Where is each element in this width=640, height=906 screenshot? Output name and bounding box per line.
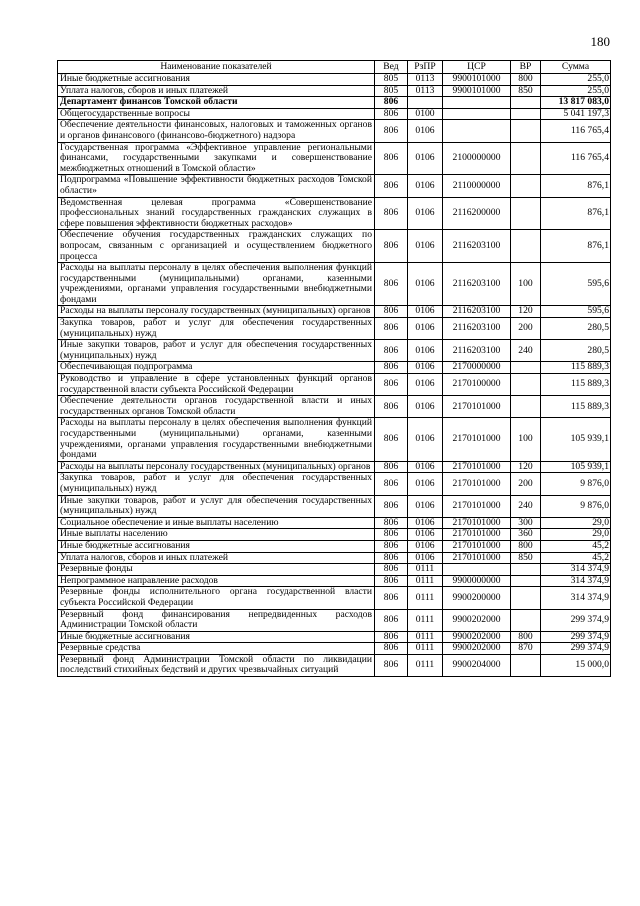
row-sum-cell: 29,0 xyxy=(541,529,611,541)
row-sum-cell: 29,0 xyxy=(541,517,611,529)
row-rzpr-cell: 0106 xyxy=(408,473,443,495)
row-name-cell: Обеспечивающая подпрограмма xyxy=(58,362,375,374)
row-name-cell: Государственная программа «Эффективное управление региональными финансами, государственными закупками и совершенствование межбюджетных отношений в Томской области» xyxy=(58,142,375,175)
row-ved-cell: 806 xyxy=(375,631,408,643)
row-rzpr-cell: 0106 xyxy=(408,495,443,517)
row-name-cell: Обеспечение обучения государственных гражданских служащих по вопросам, связанным с организацией и осуществлением бюджетного процесса xyxy=(58,230,375,263)
row-vr-cell: 200 xyxy=(511,473,541,495)
row-vr-cell xyxy=(511,230,541,263)
row-name-cell: Иные закупки товаров, работ и услуг для обеспечения государственных (муниципальных) нужд xyxy=(58,495,375,517)
row-ved-cell: 806 xyxy=(375,230,408,263)
row-csr-cell: 2116203100 xyxy=(443,340,511,362)
row-sum-cell: 876,1 xyxy=(541,175,611,197)
row-rzpr-cell: 0111 xyxy=(408,609,443,631)
row-ved-cell: 806 xyxy=(375,473,408,495)
table-row xyxy=(58,587,611,609)
row-vr-cell: 850 xyxy=(511,552,541,564)
row-ved-cell: 806 xyxy=(375,564,408,576)
row-vr-cell: 240 xyxy=(511,495,541,517)
row-vr-cell: 100 xyxy=(511,418,541,461)
table-row xyxy=(58,552,611,564)
row-rzpr-cell: 0106 xyxy=(408,142,443,175)
row-csr-cell: 2170101000 xyxy=(443,418,511,461)
row-csr-cell: 2100000000 xyxy=(443,142,511,175)
row-name-cell: Резервный фонд финансирования непредвиденных расходов Администрации Томской области xyxy=(58,609,375,631)
row-name-cell: Закупка товаров, работ и услуг для обеспечения государственных (муниципальных) нужд xyxy=(58,473,375,495)
row-ved-cell: 806 xyxy=(375,418,408,461)
row-rzpr-cell: 0111 xyxy=(408,564,443,576)
table-row xyxy=(58,374,611,396)
row-ved-cell: 806 xyxy=(375,643,408,655)
row-rzpr-cell: 0111 xyxy=(408,654,443,676)
row-vr-cell xyxy=(511,97,541,109)
row-vr-cell: 800 xyxy=(511,631,541,643)
row-ved-cell: 806 xyxy=(375,142,408,175)
row-ved-cell: 806 xyxy=(375,197,408,230)
row-rzpr-cell: 0113 xyxy=(408,85,443,97)
row-ved-cell: 805 xyxy=(375,85,408,97)
row-vr-cell: 120 xyxy=(511,306,541,318)
row-ved-cell: 806 xyxy=(375,396,408,418)
row-sum-cell: 9 876,0 xyxy=(541,473,611,495)
row-sum-cell: 280,5 xyxy=(541,340,611,362)
table-row xyxy=(58,643,611,655)
table-row xyxy=(58,142,611,175)
row-rzpr-cell: 0106 xyxy=(408,396,443,418)
row-csr-cell xyxy=(443,120,511,142)
table-body xyxy=(58,74,611,677)
row-sum-cell: 15 000,0 xyxy=(541,654,611,676)
row-sum-cell: 13 817 083,0 xyxy=(541,97,611,109)
row-csr-cell: 2170101000 xyxy=(443,552,511,564)
row-sum-cell: 116 765,4 xyxy=(541,142,611,175)
row-rzpr-cell: 0106 xyxy=(408,230,443,263)
row-rzpr-cell: 0111 xyxy=(408,575,443,587)
row-csr-cell: 2116200000 xyxy=(443,197,511,230)
budget-table xyxy=(57,60,611,677)
table-row xyxy=(58,529,611,541)
row-name-cell: Резервные средства xyxy=(58,643,375,655)
table-row xyxy=(58,97,611,109)
table-row xyxy=(58,197,611,230)
row-vr-cell: 240 xyxy=(511,340,541,362)
row-vr-cell: 360 xyxy=(511,529,541,541)
row-sum-cell: 299 374,9 xyxy=(541,609,611,631)
row-ved-cell: 806 xyxy=(375,340,408,362)
row-sum-cell: 45,2 xyxy=(541,540,611,552)
row-rzpr-cell: 0113 xyxy=(408,74,443,86)
table-row xyxy=(58,318,611,340)
row-vr-cell xyxy=(511,564,541,576)
row-rzpr-cell: 0106 xyxy=(408,461,443,473)
row-csr-cell: 9900202000 xyxy=(443,643,511,655)
table-row xyxy=(58,362,611,374)
row-rzpr-cell: 0106 xyxy=(408,529,443,541)
table-row xyxy=(58,230,611,263)
row-vr-cell: 800 xyxy=(511,540,541,552)
row-name-cell: Расходы на выплаты персоналу государственных (муниципальных) органов xyxy=(58,461,375,473)
table-row xyxy=(58,74,611,86)
row-name-cell: Социальное обеспечение и иные выплаты населению xyxy=(58,517,375,529)
row-vr-cell xyxy=(511,108,541,120)
row-sum-cell: 314 374,9 xyxy=(541,587,611,609)
page-number: 180 xyxy=(590,34,610,49)
row-sum-cell: 115 889,3 xyxy=(541,362,611,374)
table-row xyxy=(58,175,611,197)
row-sum-cell: 314 374,9 xyxy=(541,564,611,576)
row-csr-cell xyxy=(443,108,511,120)
row-rzpr-cell: 0106 xyxy=(408,175,443,197)
row-csr-cell xyxy=(443,564,511,576)
row-vr-cell xyxy=(511,609,541,631)
row-ved-cell: 806 xyxy=(375,609,408,631)
row-vr-cell: 100 xyxy=(511,263,541,306)
row-name-cell: Иные бюджетные ассигнования xyxy=(58,74,375,86)
row-csr-cell: 2116203100 xyxy=(443,306,511,318)
row-rzpr-cell: 0106 xyxy=(408,120,443,142)
row-sum-cell: 255,0 xyxy=(541,85,611,97)
row-rzpr-cell: 0106 xyxy=(408,263,443,306)
row-rzpr-cell: 0106 xyxy=(408,552,443,564)
row-name-cell: Расходы на выплаты персоналу в целях обеспечения выполнения функций государственными (муниципальными) органами, казенными учреждениями, органами управления государственными внебюджетными фондами xyxy=(58,418,375,461)
row-vr-cell xyxy=(511,120,541,142)
row-csr-cell: 2116203100 xyxy=(443,230,511,263)
row-vr-cell xyxy=(511,587,541,609)
header-vr: ВР xyxy=(511,61,541,74)
row-csr-cell: 2170100000 xyxy=(443,374,511,396)
row-rzpr-cell: 0106 xyxy=(408,318,443,340)
row-name-cell: Обеспечение деятельности органов государственной власти и иных государственных органов Томской области xyxy=(58,396,375,418)
row-ved-cell: 806 xyxy=(375,97,408,109)
row-ved-cell: 806 xyxy=(375,517,408,529)
row-rzpr-cell xyxy=(408,97,443,109)
table-row xyxy=(58,654,611,676)
header-ved: Вед xyxy=(375,61,408,74)
table-header-row xyxy=(58,61,611,74)
row-ved-cell: 806 xyxy=(375,362,408,374)
row-csr-cell: 2170101000 xyxy=(443,396,511,418)
row-sum-cell: 595,6 xyxy=(541,263,611,306)
row-ved-cell: 806 xyxy=(375,175,408,197)
header-sum: Сумма xyxy=(541,61,611,74)
row-name-cell: Закупка товаров, работ и услуг для обеспечения государственных (муниципальных) нужд xyxy=(58,318,375,340)
row-csr-cell: 2170101000 xyxy=(443,461,511,473)
header-rzpr: РзПР xyxy=(408,61,443,74)
row-name-cell: Уплата налогов, сборов и иных платежей xyxy=(58,552,375,564)
row-csr-cell: 2170101000 xyxy=(443,473,511,495)
row-vr-cell: 870 xyxy=(511,643,541,655)
row-sum-cell: 105 939,1 xyxy=(541,461,611,473)
row-csr-cell: 9900200000 xyxy=(443,587,511,609)
row-vr-cell xyxy=(511,362,541,374)
row-csr-cell: 2170101000 xyxy=(443,540,511,552)
row-vr-cell xyxy=(511,175,541,197)
row-csr-cell: 9900101000 xyxy=(443,85,511,97)
table-row xyxy=(58,631,611,643)
row-sum-cell: 116 765,4 xyxy=(541,120,611,142)
header-csr: ЦСР xyxy=(443,61,511,74)
row-name-cell: Общегосударственные вопросы xyxy=(58,108,375,120)
row-vr-cell xyxy=(511,197,541,230)
row-ved-cell: 806 xyxy=(375,108,408,120)
row-ved-cell: 806 xyxy=(375,575,408,587)
row-vr-cell: 800 xyxy=(511,74,541,86)
row-rzpr-cell: 0111 xyxy=(408,587,443,609)
row-sum-cell: 45,2 xyxy=(541,552,611,564)
row-rzpr-cell: 0106 xyxy=(408,517,443,529)
row-sum-cell: 876,1 xyxy=(541,230,611,263)
row-sum-cell: 115 889,3 xyxy=(541,374,611,396)
row-ved-cell: 806 xyxy=(375,495,408,517)
row-rzpr-cell: 0111 xyxy=(408,643,443,655)
table-row xyxy=(58,263,611,306)
row-ved-cell: 806 xyxy=(375,654,408,676)
row-vr-cell xyxy=(511,396,541,418)
table-row xyxy=(58,540,611,552)
row-csr-cell: 2116203100 xyxy=(443,318,511,340)
row-ved-cell: 805 xyxy=(375,74,408,86)
table-row xyxy=(58,418,611,461)
table-row xyxy=(58,495,611,517)
table-row xyxy=(58,517,611,529)
row-rzpr-cell: 0106 xyxy=(408,540,443,552)
row-csr-cell: 2170000000 xyxy=(443,362,511,374)
row-name-cell: Обеспечение деятельности финансовых, налоговых и таможенных органов и органов финансового (финансово-бюджетного) надзора xyxy=(58,120,375,142)
row-csr-cell xyxy=(443,97,511,109)
row-ved-cell: 806 xyxy=(375,529,408,541)
row-csr-cell: 2170101000 xyxy=(443,517,511,529)
row-sum-cell: 280,5 xyxy=(541,318,611,340)
row-name-cell: Резервный фонд Администрации Томской области по ликвидации последствий стихийных бедствий и других чрезвычайных ситуаций xyxy=(58,654,375,676)
row-name-cell: Расходы на выплаты персоналу в целях обеспечения выполнения функций государственными (муниципальными) органами, казенными учреждениями, органами управления государственными внебюджетными фондами xyxy=(58,263,375,306)
row-ved-cell: 806 xyxy=(375,552,408,564)
row-csr-cell: 2170101000 xyxy=(443,529,511,541)
row-sum-cell: 255,0 xyxy=(541,74,611,86)
row-sum-cell: 299 374,9 xyxy=(541,643,611,655)
row-ved-cell: 806 xyxy=(375,318,408,340)
row-name-cell: Резервные фонды xyxy=(58,564,375,576)
row-name-cell: Иные закупки товаров, работ и услуг для обеспечения государственных (муниципальных) нужд xyxy=(58,340,375,362)
table-row xyxy=(58,340,611,362)
table-row xyxy=(58,120,611,142)
row-sum-cell: 5 041 197,3 xyxy=(541,108,611,120)
row-csr-cell: 9900204000 xyxy=(443,654,511,676)
row-name-cell: Руководство и управление в сфере установленных функций органов государственной власти субъекта Российской Федерации xyxy=(58,374,375,396)
header-name: Наименование показателей xyxy=(58,61,375,74)
row-rzpr-cell: 0106 xyxy=(408,197,443,230)
row-sum-cell: 9 876,0 xyxy=(541,495,611,517)
row-csr-cell: 9900101000 xyxy=(443,74,511,86)
row-rzpr-cell: 0106 xyxy=(408,306,443,318)
row-name-cell: Подпрограмма «Повышение эффективности бюджетных расходов Томской области» xyxy=(58,175,375,197)
table-row xyxy=(58,85,611,97)
table-row xyxy=(58,396,611,418)
row-csr-cell: 2170101000 xyxy=(443,495,511,517)
row-vr-cell: 120 xyxy=(511,461,541,473)
row-vr-cell xyxy=(511,142,541,175)
table-row xyxy=(58,108,611,120)
table-row xyxy=(58,473,611,495)
row-name-cell: Ведомственная целевая программа «Совершенствование профессиональных знаний государственных гражданских служащих в сфере повышения эффективности бюджетных расходов» xyxy=(58,197,375,230)
row-name-cell: Уплата налогов, сборов и иных платежей xyxy=(58,85,375,97)
row-ved-cell: 806 xyxy=(375,587,408,609)
row-rzpr-cell: 0100 xyxy=(408,108,443,120)
row-ved-cell: 806 xyxy=(375,540,408,552)
row-name-cell: Департамент финансов Томской области xyxy=(58,97,375,109)
row-csr-cell: 2116203100 xyxy=(443,263,511,306)
row-sum-cell: 595,6 xyxy=(541,306,611,318)
row-ved-cell: 806 xyxy=(375,263,408,306)
row-vr-cell xyxy=(511,575,541,587)
row-rzpr-cell: 0106 xyxy=(408,374,443,396)
table-row xyxy=(58,575,611,587)
row-sum-cell: 314 374,9 xyxy=(541,575,611,587)
row-vr-cell: 850 xyxy=(511,85,541,97)
row-rzpr-cell: 0106 xyxy=(408,340,443,362)
table-row xyxy=(58,461,611,473)
row-vr-cell xyxy=(511,374,541,396)
row-ved-cell: 806 xyxy=(375,374,408,396)
row-sum-cell: 105 939,1 xyxy=(541,418,611,461)
row-sum-cell: 876,1 xyxy=(541,197,611,230)
row-sum-cell: 299 374,9 xyxy=(541,631,611,643)
row-name-cell: Иные бюджетные ассигнования xyxy=(58,540,375,552)
row-vr-cell: 200 xyxy=(511,318,541,340)
row-rzpr-cell: 0106 xyxy=(408,418,443,461)
row-ved-cell: 806 xyxy=(375,120,408,142)
row-name-cell: Расходы на выплаты персоналу государственных (муниципальных) органов xyxy=(58,306,375,318)
row-rzpr-cell: 0111 xyxy=(408,631,443,643)
row-name-cell: Иные выплаты населению xyxy=(58,529,375,541)
row-rzpr-cell: 0106 xyxy=(408,362,443,374)
row-csr-cell: 9900202000 xyxy=(443,631,511,643)
row-csr-cell: 9900000000 xyxy=(443,575,511,587)
row-ved-cell: 806 xyxy=(375,306,408,318)
row-name-cell: Иные бюджетные ассигнования xyxy=(58,631,375,643)
row-name-cell: Непрограммное направление расходов xyxy=(58,575,375,587)
row-csr-cell: 2110000000 xyxy=(443,175,511,197)
table-row xyxy=(58,306,611,318)
row-vr-cell: 300 xyxy=(511,517,541,529)
row-ved-cell: 806 xyxy=(375,461,408,473)
row-csr-cell: 9900202000 xyxy=(443,609,511,631)
row-sum-cell: 115 889,3 xyxy=(541,396,611,418)
table-row xyxy=(58,564,611,576)
table-row xyxy=(58,609,611,631)
row-vr-cell xyxy=(511,654,541,676)
row-name-cell: Резервные фонды исполнительного органа государственной власти субъекта Российской Федерации xyxy=(58,587,375,609)
